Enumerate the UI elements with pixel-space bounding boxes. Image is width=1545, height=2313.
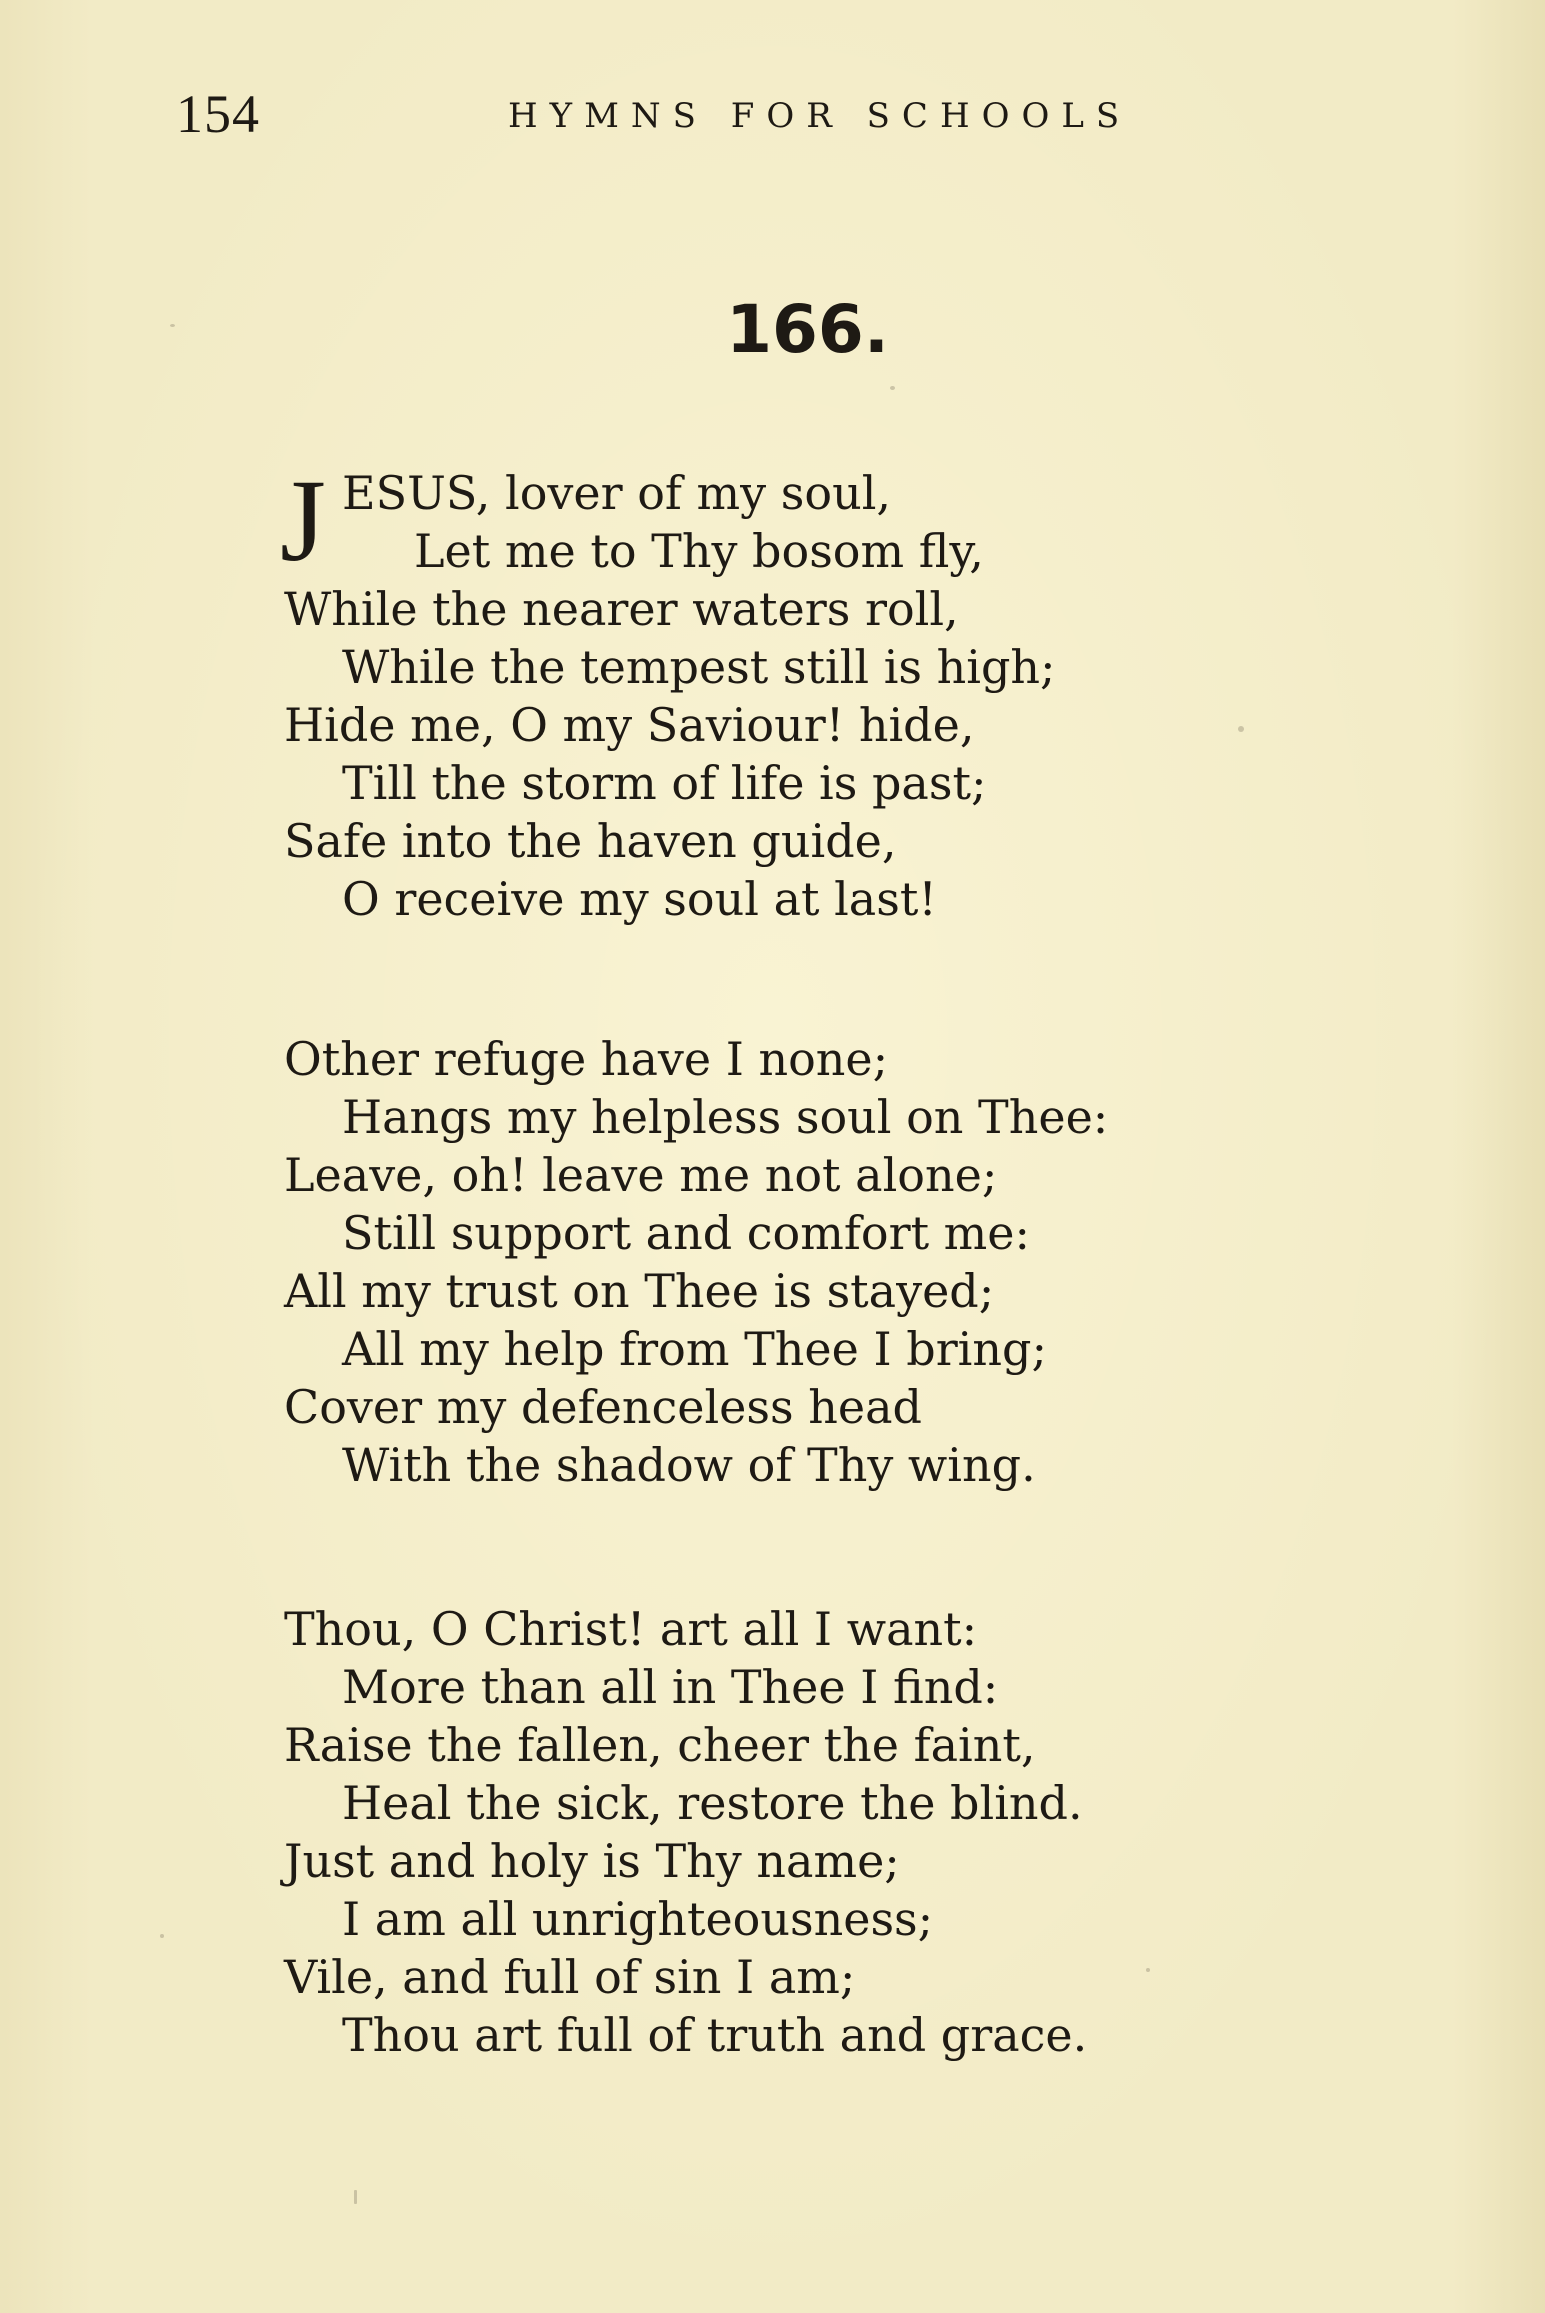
verse-line: Hide me, O my Saviour! hide,	[284, 698, 975, 752]
verse-line: More than all in Thee I find:	[342, 1660, 999, 1714]
verse-line: Raise the fallen, cheer the faint,	[284, 1718, 1036, 1772]
verse-line: Thou art full of truth and grace.	[342, 2008, 1088, 2062]
paper-speck	[354, 2190, 357, 2204]
stanza-2	[284, 1030, 1334, 1494]
stanza-1	[280, 455, 1334, 928]
paper-speck	[1146, 1968, 1150, 1972]
verse-line: O receive my soul at last!	[342, 872, 937, 926]
verse-line: All my trust on Thee is stayed;	[284, 1264, 995, 1318]
verse-line: Cover my defenceless head	[284, 1380, 922, 1434]
page-number: 154	[176, 84, 260, 144]
hymn-number: 166.	[726, 291, 889, 368]
verse-line: While the tempest still is high;	[342, 640, 1056, 694]
verse-line: I am all unrighteousness;	[342, 1892, 934, 1946]
paper-speck	[160, 1934, 164, 1938]
verse-line: While the nearer waters roll,	[284, 582, 959, 636]
verse-line: Vile, and full of sin I am;	[284, 1950, 856, 2004]
verse-line: Heal the sick, restore the blind.	[342, 1776, 1083, 1830]
verse-line: Still support and comfort me:	[342, 1206, 1031, 1260]
verse-line: Just and holy is Thy name;	[284, 1834, 900, 1888]
paper-speck	[170, 324, 175, 327]
verse-line: Safe into the haven guide,	[284, 814, 897, 868]
verse-line: Other refuge have I none;	[284, 1032, 889, 1086]
drop-cap: J	[280, 455, 326, 586]
verse-line: Let me to Thy bosom fly,	[414, 524, 984, 578]
paper-speck	[890, 386, 895, 390]
verse-line: All my help from Thee I bring;	[342, 1322, 1047, 1376]
running-head	[0, 84, 1545, 144]
verse-line: With the shadow of Thy wing.	[342, 1438, 1036, 1492]
verse-line: Thou, O Christ! art all I want:	[284, 1602, 978, 1656]
running-title: HYMNS FOR SCHOOLS	[508, 96, 1132, 136]
verse-line: Till the storm of life is past;	[342, 756, 987, 810]
verse-line: Hangs my helpless soul on Thee:	[342, 1090, 1109, 1144]
verse-line: Leave, oh! leave me not alone;	[284, 1148, 998, 1202]
stanza-3	[284, 1600, 1334, 2064]
paper-speck	[1238, 726, 1244, 732]
verse-line-text: ESUS, lover of my soul,	[342, 466, 892, 520]
